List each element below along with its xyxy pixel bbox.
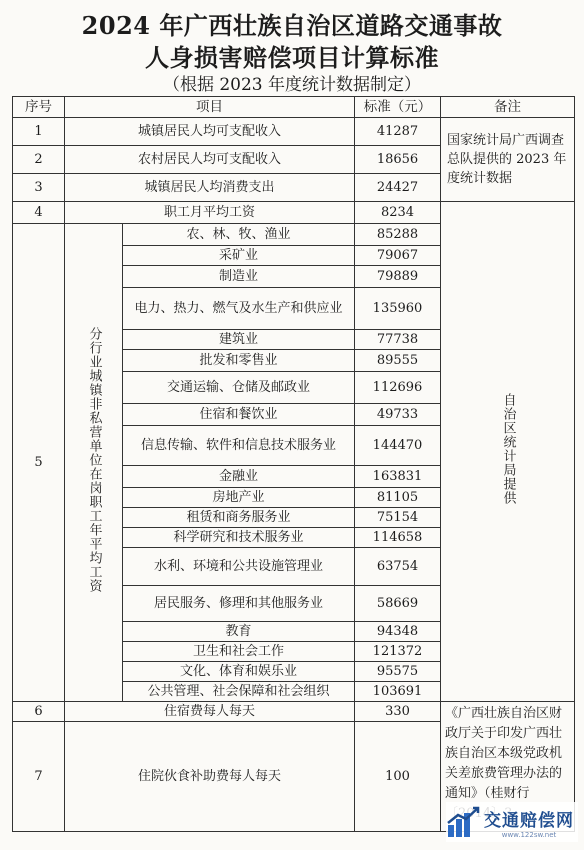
industry-name: 租赁和商务服务业 [123, 508, 355, 528]
industry-name: 制造业 [123, 266, 355, 288]
note-stats-bureau-survey: 国家统计局广西调查总队提供的 2023 年度统计数据 [441, 118, 575, 202]
industry-wage: 75154 [355, 508, 441, 528]
industry-name: 电力、热力、燃气及水生产和供应业 [123, 288, 355, 330]
row-value: 41287 [355, 118, 441, 146]
industry-name: 交通运输、仓储及邮政业 [123, 372, 355, 404]
row-seq: 2 [13, 146, 65, 174]
group5-seq: 5 [13, 224, 65, 702]
header-standard: 标准（元） [355, 97, 441, 118]
industry-wage: 58669 [355, 586, 441, 622]
row-item: 城镇居民人均消费支出 [65, 174, 355, 202]
group5-category-text: 分行业城镇非私营单位在岗职工年平均工资 [86, 327, 102, 593]
industry-name: 建筑业 [123, 330, 355, 350]
row-value: 8234 [355, 202, 441, 224]
industry-name: 科学研究和技术服务业 [123, 528, 355, 548]
table-row [13, 118, 575, 146]
doc-subtitle: （根据 2023 年度统计数据制定） [162, 75, 422, 95]
header-item: 项目 [65, 97, 355, 118]
row-value: 24427 [355, 174, 441, 202]
watermark-url: www.122sw.net [501, 830, 557, 839]
table-body [13, 118, 575, 832]
doc-title-line1: 2024 年广西壮族自治区道路交通事故 [81, 11, 503, 40]
row-item: 住院伙食补助费每人每天 [65, 722, 355, 832]
industry-wage: 85288 [355, 224, 441, 246]
industry-name: 文化、体育和娱乐业 [123, 662, 355, 682]
row-seq: 6 [13, 702, 65, 722]
industry-name: 公共管理、社会保障和社会组织 [123, 682, 355, 702]
table-row [13, 202, 575, 224]
industry-name: 居民服务、修理和其他服务业 [123, 586, 355, 622]
industry-wage: 163831 [355, 466, 441, 488]
industry-wage: 103691 [355, 682, 441, 702]
watermark-name: 交通赔偿网 [484, 810, 574, 831]
row-value: 18656 [355, 146, 441, 174]
industry-name: 房地产业 [123, 488, 355, 508]
row-item: 城镇居民人均可支配收入 [65, 118, 355, 146]
industry-wage: 144470 [355, 426, 441, 466]
industry-name: 批发和零售业 [123, 350, 355, 372]
watermark [446, 802, 578, 842]
industry-wage: 79889 [355, 266, 441, 288]
header-seq: 序号 [13, 97, 65, 118]
row-item: 职工月平均工资 [65, 202, 355, 224]
table-row [13, 702, 575, 722]
industry-name: 卫生和社会工作 [123, 642, 355, 662]
industry-name: 教育 [123, 622, 355, 642]
note-regional-stats [441, 202, 575, 702]
industry-name: 水利、环境和公共设施管理业 [123, 548, 355, 586]
note-finance-dept: 《广西壮族自治区财政厅关于印发广西壮族自治区本级党政机关差旅费管理办法的通知》（桂财行 [441, 702, 575, 832]
row-seq: 7 [13, 722, 65, 832]
industry-wage: 81105 [355, 488, 441, 508]
industry-wage: 77738 [355, 330, 441, 350]
table-header-row [13, 97, 575, 118]
note-regional-stats-text: 自治区统计局提供 [500, 393, 516, 505]
header-note: 备注 [441, 97, 575, 118]
industry-wage: 79067 [355, 246, 441, 266]
site-logo-icon [446, 805, 480, 839]
row-value: 330 [355, 702, 441, 722]
industry-name: 信息传输、软件和信息技术服务业 [123, 426, 355, 466]
industry-wage: 114658 [355, 528, 441, 548]
industry-name: 住宿和餐饮业 [123, 404, 355, 426]
industry-wage: 135960 [355, 288, 441, 330]
group5-category [65, 224, 123, 702]
row-item: 住宿费每人每天 [65, 702, 355, 722]
row-item: 农村居民人均可支配收入 [65, 146, 355, 174]
industry-wage: 49733 [355, 404, 441, 426]
industry-name: 采矿业 [123, 246, 355, 266]
row-value: 100 [355, 722, 441, 832]
industry-wage: 112696 [355, 372, 441, 404]
row-seq: 3 [13, 174, 65, 202]
row-seq: 1 [13, 118, 65, 146]
industry-wage: 89555 [355, 350, 441, 372]
industry-wage: 121372 [355, 642, 441, 662]
industry-wage: 94348 [355, 622, 441, 642]
industry-wage: 95575 [355, 662, 441, 682]
doc-title-line2: 人身损害赔偿项目计算标准 [145, 43, 439, 72]
industry-name: 金融业 [123, 466, 355, 488]
row-seq: 4 [13, 202, 65, 224]
industry-wage: 63754 [355, 548, 441, 586]
industry-name: 农、林、牧、渔业 [123, 224, 355, 246]
standards-table [12, 96, 575, 832]
